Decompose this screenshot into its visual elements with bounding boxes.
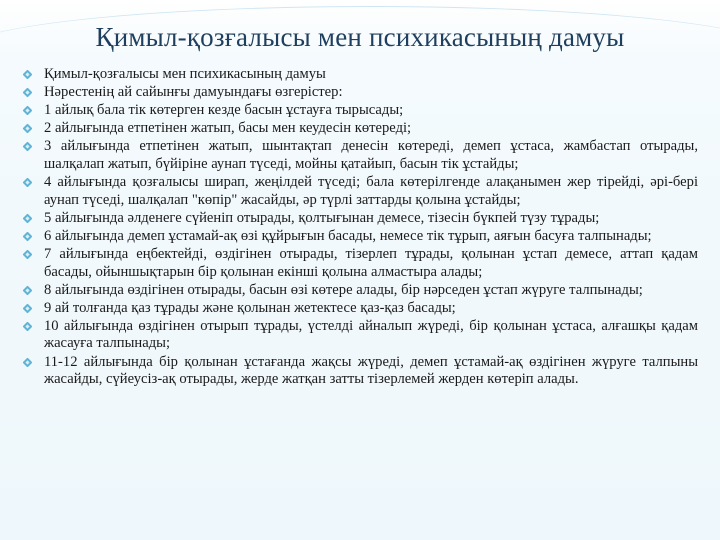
list-item-text: Нәрестенің ай сайынғы дамуындағы өзгерістер: <box>44 84 343 101</box>
list-item <box>22 102 698 120</box>
list-item-text: 7 айлығында еңбектейді, өздігінен отырады, тізерлеп тұрады, қолынан ұстап демесе, аттап қадам басады, ойыншықтарын бір қолынан екінші қолына алмастыра алады; <box>44 245 698 280</box>
list-item-text: 1 айлық бала тік көтерген кезде басын ұстауға тырысады; <box>44 102 404 119</box>
list-item-text: 4 айлығында қозғалысы ширап, жеңілдей түседі; бала көтерілгенде алақанымен жер тірейді, әрі-бері аунап түседі, шалқалап "көпір" жасайды, әр түрлі заттарды қолына ұстайды; <box>44 174 698 208</box>
list-item <box>22 300 698 318</box>
list-item <box>22 228 698 246</box>
list-item-text: 6 айлығында демеп ұстамай-ақ өзі құйрығын басады, немесе тік тұрып, аяғын басуға талпынады; <box>44 227 652 244</box>
bullet-list <box>22 66 698 389</box>
list-item <box>22 282 698 300</box>
list-item-text: 11-12 айлығында бір қолынан ұстағанда жақсы жүреді, демеп ұстамай-ақ өздігінен жүруге талпыны жасайды, сүйеусіз-ақ отырады, жерде жатқан затты тізерлемей жерден көтеріп алады. <box>44 353 698 388</box>
list-item-text: 9 ай толғанда қаз тұрады және қолынан жетектесе қаз-қаз басады; <box>44 299 456 316</box>
list-item-text: 5 айлығында әлденеге сүйеніп отырады, қолтығынан демесе, тізесін бүкпей түзу тұрады; <box>44 209 600 226</box>
list-item <box>22 246 698 281</box>
list-item <box>22 120 698 138</box>
list-item <box>22 84 698 102</box>
list-item <box>22 354 698 389</box>
list-item <box>22 318 698 353</box>
list-item <box>22 174 698 209</box>
list-item-text: Қимыл-қозғалысы мен психикасының дамуы <box>44 66 326 82</box>
list-item-text: 2 айлығында етпетінен жатып, басы мен кеудесін көтереді; <box>44 120 412 137</box>
slide-title: Қимыл-қозғалысы мен психикасының дамуы <box>95 22 625 52</box>
list-item-text: 3 айлығында етпетінен жатып, шынтақтап денесін көтереді, демеп ұстаса, жамбастап отырады, шалқалап жатып, бүйіріне аунап түседі, мойны қатайып, басын тік ұстайды; <box>44 138 698 172</box>
list-item-text: 10 айлығында өздігінен отырып тұрады, үстелді айналып жүреді, бір қолынан ұстаса, алғашқы қадам жасауға талпынады; <box>44 317 698 352</box>
list-item <box>22 138 698 173</box>
list-item-text: 8 айлығында өздігінен отырады, басын өзі көтере алады, бір нәрседен ұстап жүруге талпынады; <box>44 281 643 298</box>
list-item <box>22 66 698 84</box>
list-item <box>22 210 698 228</box>
